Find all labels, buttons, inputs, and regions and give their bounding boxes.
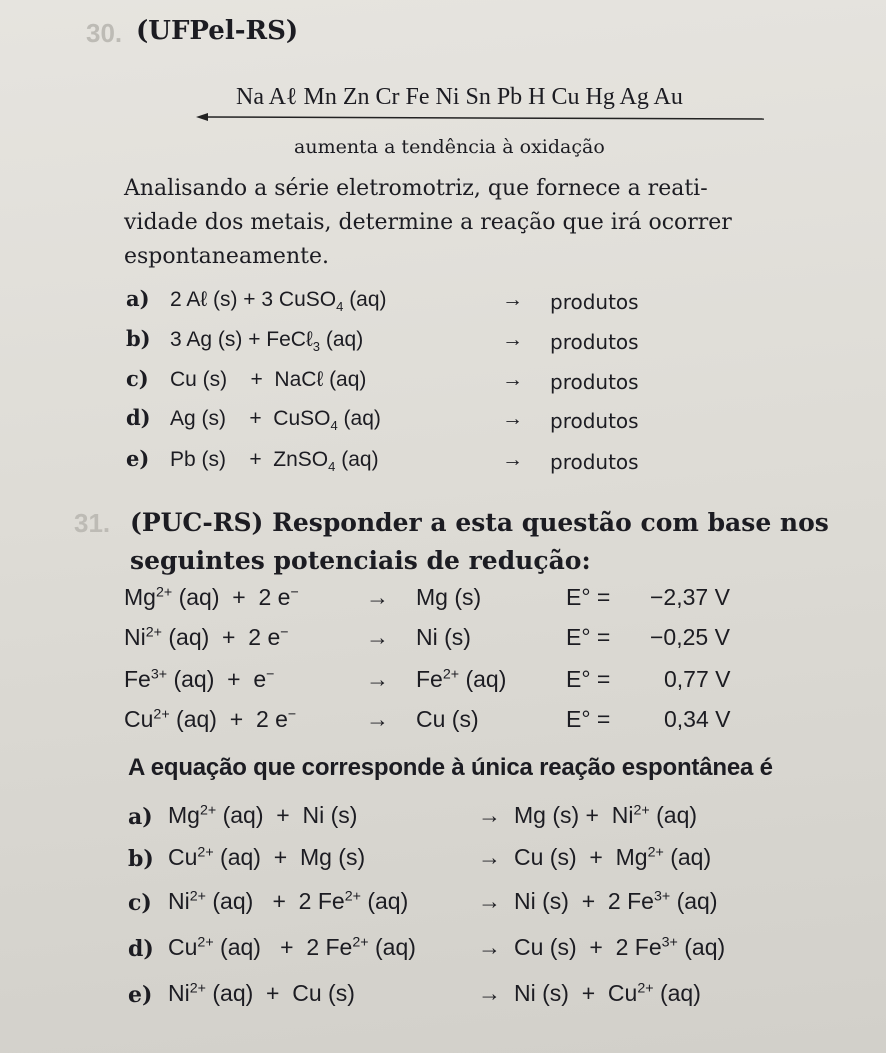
reaction-arrow: → (478, 980, 501, 1006)
option-reactants: Ag (s) + CuSO$_4$ (aq) (170, 407, 381, 434)
intro-line: (PUC-RS) Responder a esta questão com base nos (130, 508, 829, 537)
option-letter: d) (128, 936, 154, 962)
statement-line: espontaneamente. (124, 244, 329, 269)
option-e (128, 978, 768, 1018)
half-reaction-reactants: $Fe^{3+}$ (aq) + e− (124, 666, 275, 692)
option-products: Ni $(s) + Cu^{2+}$ (aq) (514, 980, 701, 1006)
option-products: produtos (550, 330, 639, 354)
reaction-arrow: → (478, 934, 501, 960)
reaction-arrow: → (366, 584, 389, 610)
option-e (126, 444, 766, 480)
intro-line: seguintes potenciais de redução: (130, 546, 591, 575)
option-products: produtos (550, 370, 639, 394)
oxidation-arrow (196, 110, 768, 124)
half-reaction-reactants: $Cu^{2+}$ (aq) + 2 e− (124, 706, 297, 732)
option-c (126, 364, 766, 400)
option-a (126, 284, 766, 320)
potential-row (124, 666, 764, 704)
half-reaction-product: Ni (s) (416, 624, 471, 650)
potential-label: E° = (566, 666, 617, 692)
half-reaction-product: Cu (s) (416, 706, 479, 732)
potential-value: −2,37 V (650, 584, 730, 610)
reaction-arrow: → (366, 624, 389, 650)
option-b (128, 842, 768, 882)
option-letter: b) (126, 326, 151, 351)
reaction-arrow: → (366, 706, 389, 732)
potential-label: E° = (566, 584, 617, 610)
potential-value: 0,34 V (664, 706, 731, 732)
statement-line: Analisando a série eletromotriz, que fornece a reati- (124, 176, 708, 201)
half-reaction-reactants: $Ni^{2+}$ (aq) + 2 e− (124, 624, 289, 650)
option-reactants: 3 Ag (s) + FeCℓ$_3$ (aq) (170, 328, 364, 355)
reaction-arrow: → (502, 328, 523, 351)
option-reactants: $Ni^{2+}$ (aq) + Cu (s) (168, 980, 355, 1006)
question-number-31: 31. (74, 508, 111, 538)
question-number-30: 30. (86, 18, 123, 48)
option-products: Mg $(s) + Ni^{2+}$ (aq) (514, 802, 698, 828)
reaction-arrow: → (502, 407, 523, 430)
option-products: Cu $(s) + Mg^{2+}$ (aq) (514, 844, 712, 870)
question-31-prompt: A equação que corresponde à única reação espontânea é (128, 754, 773, 781)
oxidation-arrow-label: aumenta a tendência à oxidação (294, 136, 605, 158)
question-31-intro (130, 504, 829, 580)
option-a (128, 800, 768, 840)
reaction-arrow: → (366, 666, 389, 692)
question-30-statement (124, 172, 732, 274)
reaction-arrow: → (502, 288, 523, 311)
option-d (126, 403, 766, 439)
option-letter: a) (128, 804, 153, 830)
half-reaction-product: Mg (s) (416, 584, 482, 610)
option-c (128, 886, 768, 926)
half-reaction-product: $Fe^{2+}$ (aq) (416, 666, 507, 692)
potential-row (124, 584, 764, 622)
half-reaction-reactants: $Mg^{2+}$ (aq) + 2 e− (124, 584, 299, 610)
option-reactants: 2 Aℓ (s) + 3 CuSO$_4$ (aq) (170, 288, 387, 315)
option-reactants: $Mg^{2+}$ (aq) + Ni (s) (168, 802, 358, 828)
option-products: Cu (s) + 2 $Fe^{3+}$ (aq) (514, 934, 726, 960)
option-reactants: Cu (s) + NaCℓ (aq) (170, 368, 367, 391)
option-letter: e) (128, 982, 153, 1008)
option-products: Ni (s) + 2 $Fe^{3+}$ (aq) (514, 888, 718, 914)
option-products: produtos (550, 450, 639, 474)
reactivity-series: Na Aℓ Mn Zn Cr Fe Ni Sn Pb H Cu Hg Ag Au (236, 84, 683, 110)
option-products: produtos (550, 290, 639, 314)
option-reactants: $Cu^{2+}$ (aq) + 2 $Fe^{2+}$ (aq) (168, 934, 416, 960)
potential-row (124, 624, 764, 662)
question-30-source: (UFPel-RS) (136, 16, 299, 46)
option-b (126, 324, 766, 360)
reaction-arrow: → (502, 368, 523, 391)
option-letter: c) (128, 890, 152, 916)
potential-value: 0,77 V (664, 666, 731, 692)
option-reactants: $Cu^{2+}$ (aq) + Mg (s) (168, 844, 366, 870)
option-letter: b) (128, 846, 154, 872)
option-letter: a) (126, 286, 150, 311)
option-letter: c) (126, 366, 149, 391)
option-products: produtos (550, 409, 639, 433)
option-reactants: Pb (s) + ZnSO$_4$ (aq) (170, 448, 379, 475)
option-letter: d) (126, 405, 151, 430)
option-reactants: $Ni^{2+}$ (aq) + 2 $Fe^{2+}$ (aq) (168, 888, 409, 914)
potential-value: −0,25 V (650, 624, 730, 650)
option-letter: e) (126, 446, 150, 471)
potential-label: E° = (566, 706, 617, 732)
potential-row (124, 706, 764, 744)
option-d (128, 932, 768, 972)
statement-line: vidade dos metais, determine a reação que irá ocorrer (124, 210, 732, 235)
reaction-arrow: → (478, 888, 501, 914)
reaction-arrow: → (478, 802, 501, 828)
reaction-arrow: → (478, 844, 501, 870)
potential-label: E° = (566, 624, 617, 650)
reaction-arrow: → (502, 448, 523, 471)
